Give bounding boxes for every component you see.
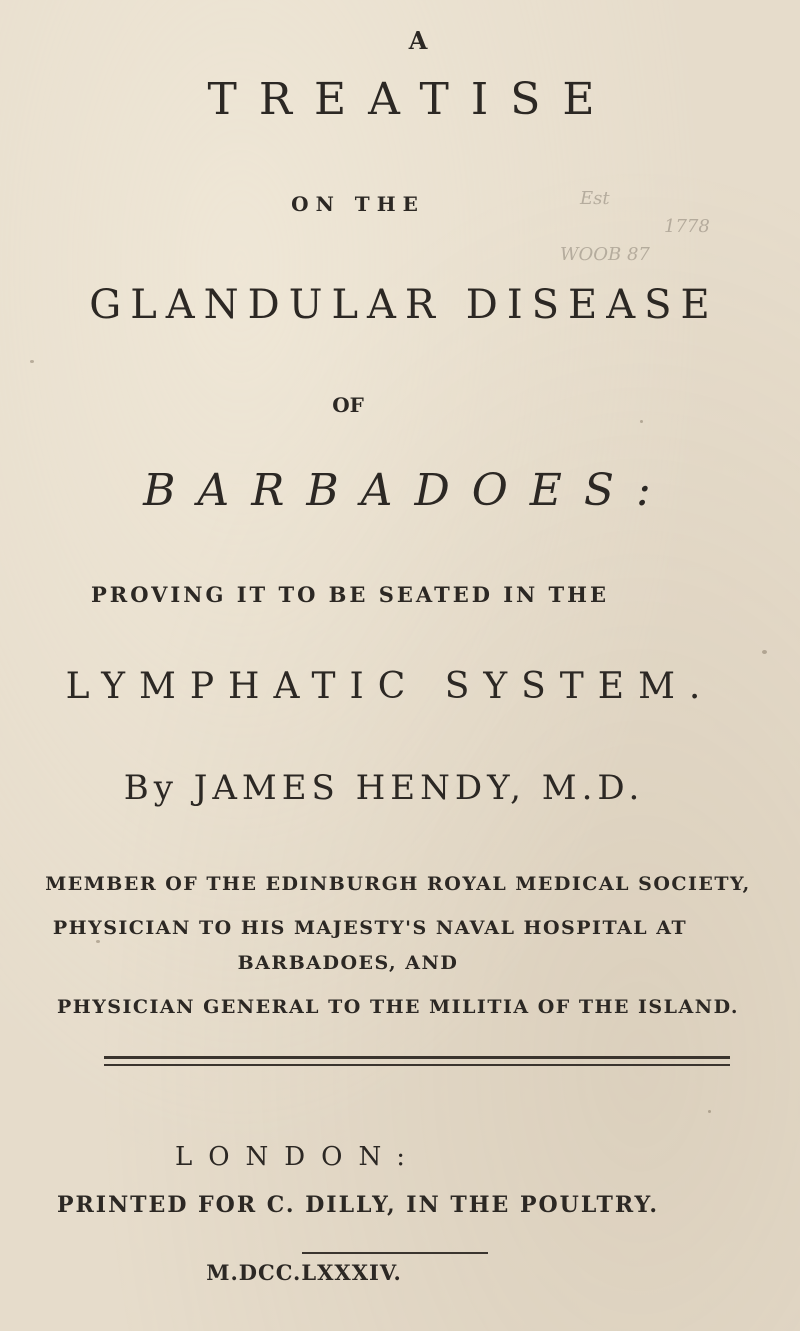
credential-line: BARBADOES, AND (237, 952, 459, 974)
system-line: LYMPHATIC SYSTEM. (65, 666, 715, 707)
proving-line: PROVING IT TO BE SEATED IN THE (90, 582, 610, 607)
imprint-city: LONDON: (174, 1142, 422, 1172)
author-line: By JAMES HENDY, M.D. (123, 768, 645, 808)
imprint-year: M.DCC.LXXXIV. (206, 1260, 402, 1285)
stamp-text-2: 1778 (664, 216, 710, 237)
credential-line: PHYSICIAN TO HIS MAJESTY'S NAVAL HOSPITAL AT (52, 917, 688, 939)
foxing-spot (708, 1110, 711, 1113)
subject-line: GLANDULAR DISEASE (89, 282, 719, 328)
imprint-printer: PRINTED FOR C. DILLY, IN THE POULTRY. (56, 1192, 660, 1218)
foxing-spot (640, 420, 643, 423)
credential-line: MEMBER OF THE EDINBURGH ROYAL MEDICAL SOCIETY, (45, 873, 751, 895)
stamp-text-1: Est (580, 188, 610, 209)
on-the-line: ON THE (291, 192, 425, 216)
stamp-text-3: WOOB 87 (560, 244, 650, 265)
article-word: A (408, 26, 428, 55)
of-line: OF (332, 393, 364, 417)
book-title: TREATISE (207, 74, 617, 125)
foxing-spot (30, 360, 34, 363)
double-rule-top (104, 1056, 730, 1059)
double-rule-bottom (104, 1064, 730, 1066)
foxing-spot (762, 650, 767, 654)
foxing-spot (96, 940, 100, 943)
short-rule (302, 1252, 488, 1254)
place-line: BARBADOES: (143, 465, 673, 516)
credential-line: PHYSICIAN GENERAL TO THE MILITIA OF THE ISLAND. (56, 996, 740, 1018)
